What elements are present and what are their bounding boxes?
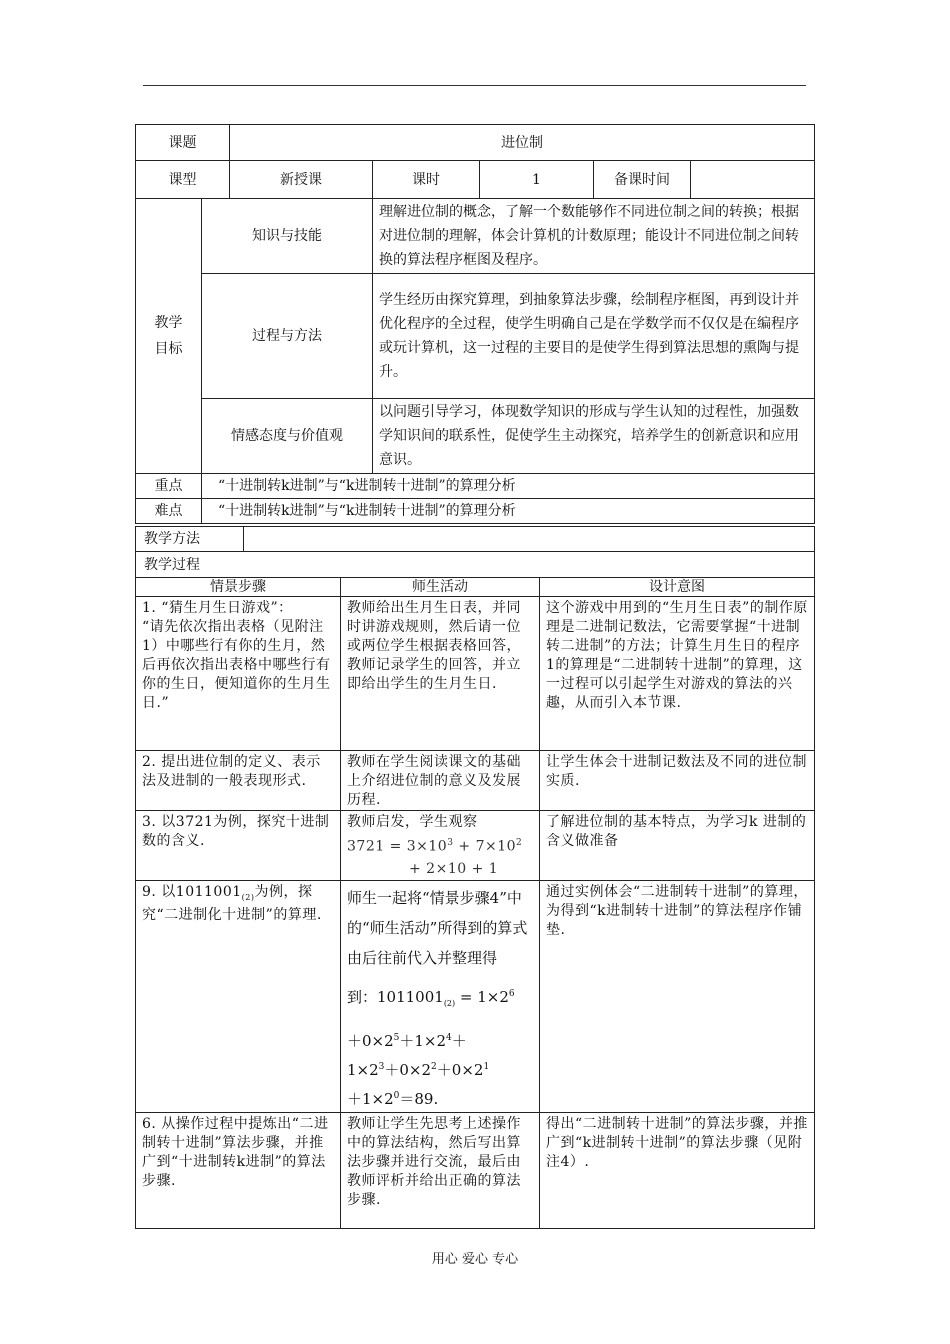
step-cell: 9. 以$1011001_{(2)}$为例，探究“二进制化十进制”的算理. (136, 880, 341, 1112)
intent-cell: 得出“二进制转十进制”的算法步骤，并推广到“k进制转十进制”的算法步骤（见附注4）. (540, 1112, 815, 1228)
method-value (244, 527, 815, 552)
topic-label: 课题 (136, 125, 230, 161)
activity-text: 师生一起将“情景步骤4”中的“师生活动”所得到的算式由后往前代入并整理得 (347, 888, 528, 967)
activity-cell: 教师让学生先思考上述操作中的算法结构，然后写出算法步骤并进行交流，最后由教师评析并给出正确的算法步骤. (341, 1112, 540, 1228)
activity-cell (341, 811, 540, 881)
activity-cell: 教师给出生月生日表，并同时讲游戏规则，然后请一位或两位学生根据表格回答，教师记录学生的回答，并立即给出学生的生月生日. (341, 597, 540, 751)
activity-cell (341, 880, 540, 1112)
periods-label: 课时 (373, 161, 480, 199)
binary-expansion-formula: 到：$1011001_{(2)} = 1\times 2^6$ (347, 987, 515, 1008)
activity-text: 教师启发，学生观察 (347, 814, 478, 830)
activity-cell: 教师在学生阅读课文的基础上介绍进位制的意义及发展历程. (341, 751, 540, 811)
difficulty-label: 难点 (136, 499, 202, 524)
process-table (135, 577, 815, 1229)
table-row (136, 880, 815, 1112)
objectives-label: 教学目标 (136, 199, 202, 474)
type-label: 课型 (136, 161, 230, 199)
difficulty-value: “十进制转k进制”与“k进制转十进制”的算理分析 (202, 499, 815, 524)
process-label: 教学过程 (136, 552, 815, 578)
column-header: 情景步骤 (136, 578, 341, 597)
objective-text: 学生经历由探究算理，到抽象算法步骤，绘制程序框图，再到设计并优化程序的全过程，使学生明确自己是在学数学而不仅仅是在编程序或玩计算机，这一过程的主要目的是使学生得到算法思想的熏陶与提升。 (373, 274, 815, 399)
objective-name: 知识与技能 (202, 199, 373, 274)
key-point-value: “十进制转k进制”与“k进制转十进制”的算理分析 (202, 474, 815, 499)
step-cell: 2. 提出进位制的定义、表示法及进制的一般表现形式. (136, 751, 341, 811)
table-row (136, 597, 815, 751)
intent-cell: 让学生体会十进制记数法及不同的进位制实质. (540, 751, 815, 811)
intent-cell: 通过实例体会“二进制转十进制”的算理，为得到“k进制转十进制”的算法程序作铺垫. (540, 880, 815, 1112)
key-point-label: 重点 (136, 474, 202, 499)
type-value: 新授课 (230, 161, 373, 199)
intent-cell: 这个游戏中用到的“生月生日表”的制作原理是二进制记数法，它需要掌握“十进制转二进制”的方法；计算生月生日的程序1的算理是“二进制转十进制”的算理，这一过程可以引起学生对游戏的算法的兴趣，从而引入本节课. (540, 597, 815, 751)
binary-expansion-formula-cont: $+0\times 2^5+1\times 2^4+$ $1\times 2^3+0\times 2^2+0\times 2^1$ $+1\times 2^0=89$. (347, 1031, 490, 1108)
step-cell: 3. 以3721为例，探究十进制数的含义. (136, 811, 341, 881)
step-cell: 1. “猜生月生日游戏”： “请先依次指出表格（见附注1）中哪些行有你的生月，然后再依次指出表格中哪些行有你的生日，便知道你的生月生日.” (136, 597, 341, 751)
step-cell: 6. 从操作过程中提炼出“二进制转十进制”算法步骤，并推广到“十进制转k进制”的算法步骤. (136, 1112, 341, 1228)
intent-cell: 了解进位制的基本特点，为学习k 进制的含义做准备 (540, 811, 815, 881)
table-row (136, 751, 815, 811)
prep-time-value (691, 161, 815, 199)
decimal-expansion-formula: $3721 = 3\times 10^3 + 7\times 10^2$ (347, 838, 523, 855)
objective-name: 过程与方法 (202, 274, 373, 399)
decimal-expansion-formula-cont: + 2×10 + 1 (409, 860, 499, 877)
objective-name: 情感态度与价值观 (202, 399, 373, 474)
table-row (136, 811, 815, 881)
method-label: 教学方法 (136, 527, 244, 552)
topic-value: 进位制 (230, 125, 815, 161)
column-header: 师生活动 (341, 578, 540, 597)
table-row (136, 1112, 815, 1228)
method-table (135, 526, 815, 578)
objective-text: 理解进位制的概念，了解一个数能够作不同进位制之间的转换；根据对进位制的理解，体会计算机的计数原理；能设计不同进位制之间转换的算法程序框图及程序。 (373, 199, 815, 274)
prep-time-label: 备课时间 (594, 161, 691, 199)
periods-value: 1 (480, 161, 594, 199)
column-header: 设计意图 (540, 578, 815, 597)
lesson-plan-upper-table (135, 124, 815, 524)
page-footer: 用心 爱心 专心 (431, 1252, 519, 1267)
objective-text: 以问题引导学习，体现数学知识的形成与学生认知的过程性，加强数学知识间的联系性，促使学生主动探究，培养学生的创新意识和应用意识。 (373, 399, 815, 474)
header-rule (143, 85, 806, 86)
